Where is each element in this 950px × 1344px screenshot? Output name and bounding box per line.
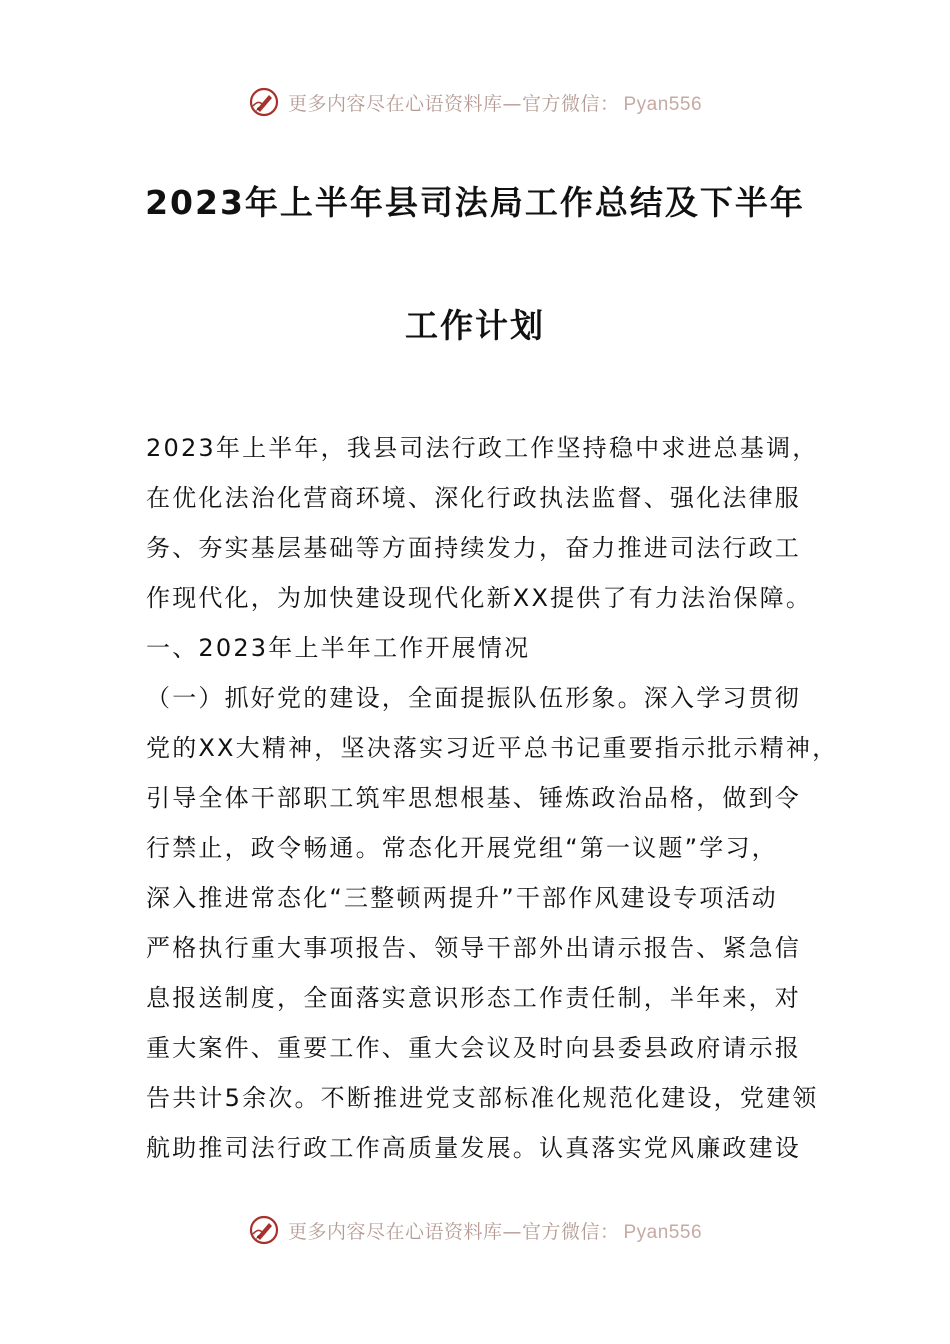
pen-circle-logo-icon: [248, 1214, 280, 1246]
body-line: 严格执行重大事项报告、领导干部外出请示报告、紧急信: [146, 934, 801, 962]
footer-watermark-banner: [0, 1210, 950, 1250]
watermark-text: [288, 1217, 702, 1244]
watermark-text: [288, 89, 702, 116]
body-line: 航助推司法行政工作高质量发展。认真落实党风廉政建设: [146, 1134, 801, 1162]
body-line: 引导全体干部职工筑牢思想根基、锤炼政治品格，做到令: [146, 784, 801, 812]
body-line: 作现代化，为加快建设现代化新XX提供了有力法治保障。: [146, 584, 813, 612]
body-line: 深入推进常态化“三整顿两提升”干部作风建设专项活动: [146, 884, 778, 912]
section-heading: 一、2023年上半年工作开展情况: [146, 634, 531, 662]
document-body: [146, 430, 839, 1180]
pen-circle-logo-icon: [248, 86, 280, 118]
body-line: （一）抓好党的建设，全面提振队伍形象。深入学习贯彻: [146, 684, 801, 712]
watermark-text-cn: 更多内容尽在心语资料库—官方微信：: [287, 92, 620, 115]
document-title-line-1: 2023年上半年县司法局工作总结及下半年: [145, 183, 805, 222]
watermark-wechat-id: Pyan556: [623, 93, 703, 115]
body-line: 2023年上半年，我县司法行政工作坚持稳中求进总基调，: [146, 434, 819, 462]
body-line: 党的XX大精神，坚决落实习近平总书记重要指示批示精神，: [146, 734, 839, 762]
body-line: 重大案件、重要工作、重大会议及时向县委县政府请示报: [146, 1034, 801, 1062]
body-line: 告共计5余次。不断推进党支部标准化规范化建设，党建领: [146, 1084, 819, 1112]
document-title-line-2: 工作计划: [405, 306, 545, 345]
header-watermark-banner: [0, 82, 950, 122]
watermark-text-cn: 更多内容尽在心语资料库—官方微信：: [287, 1220, 620, 1243]
watermark-wechat-id: Pyan556: [623, 1221, 703, 1243]
body-line: 务、夯实基层基础等方面持续发力，奋力推进司法行政工: [146, 534, 801, 562]
body-line: 行禁止，政令畅通。常态化开展党组“第一议题”学习，: [146, 834, 778, 862]
body-line: 在优化法治化营商环境、深化行政执法监督、强化法律服: [146, 484, 801, 512]
body-line: 息报送制度，全面落实意识形态工作责任制，半年来，对: [146, 984, 801, 1012]
